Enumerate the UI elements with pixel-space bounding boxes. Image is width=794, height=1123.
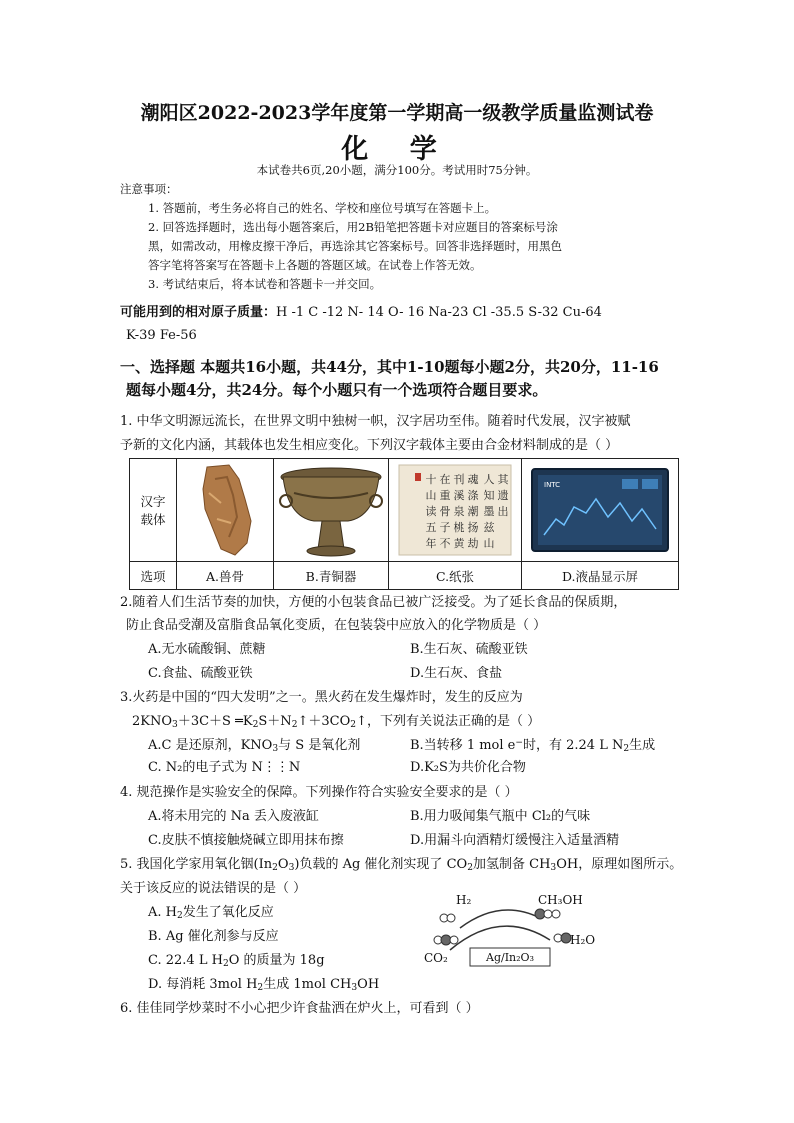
q3-option-a: A.C 是还原剂，$KNO_3$与 S 是氧化剂	[148, 738, 361, 754]
calligraphy-char: 骨	[439, 505, 451, 518]
q5-option-d: D. 每消耗 3mol $H_2$生成 1mol $CH_3OH$	[148, 977, 380, 993]
calligraphy-char: 十	[425, 473, 437, 486]
q5-stem-line-1: 5. 我国化学家用氧化铟$(In_2O_3)$负载的 Ag 催化剂实现了 $CO_2$加氢制备 $CH_3OH$，原理如图所示。	[120, 857, 683, 873]
subject-title: 化 学	[341, 134, 453, 165]
q3-option-b: B.当转移 1 mol e−时，有 2.24 L $N_2$生成	[410, 738, 656, 754]
calligraphy-char: 山	[483, 537, 495, 550]
q4-option-b: B.用力吸闻集气瓶中 Cl₂的气味	[410, 809, 591, 824]
q5-option-b: B. Ag 催化剂参与反应	[148, 929, 279, 944]
co2-label: CO₂	[424, 951, 448, 965]
q3-option-c: C. N₂的电子式为 N⋮⋮N	[148, 760, 301, 775]
exam-title: 潮阳区2022-2023学年度第一学期高一级教学质量监测试卷	[140, 102, 654, 124]
q3-equation: $2KNO_3+3C+S$ $═K_2S+N_2↑+3CO_2↑$，下列有关说法正确的是（ ）	[132, 714, 541, 730]
note-item-2-cont: 黑，如需改动，用橡皮擦干净后，再选涂其它答案标号。回答非选择题时，用黑色	[148, 239, 562, 253]
q1-stem-line-2: 予新的文化内涵，其载体也发生相应变化。下列汉字载体主要由合金材料制成的是（ ）	[120, 438, 619, 453]
calligraphy-char: 刊	[453, 473, 465, 486]
note-item-2-cont2: 答字笔将答案写在答题卡上各题的答题区域。在试卷上作答无效。	[148, 258, 482, 272]
screen-label: INTC	[544, 481, 561, 489]
q3-option-d: D.K₂S为共价化合物	[410, 760, 526, 775]
atomic-mass-values: H -1 C -12 N- 14 O- 16 Na-23 Cl -35.5 S-32 Cu-64	[276, 305, 602, 320]
image-lcd-screen	[522, 459, 679, 562]
notes-heading: 注意事项：	[120, 182, 178, 196]
q2-stem-line-1: 2.随着人们生活节奏的加快，方便的小包装食品已被广泛接受。为了延长食品的保质期，	[120, 595, 627, 610]
calligraphy-char: 劫	[467, 537, 479, 550]
calligraphy-char: 重	[439, 489, 451, 502]
calligraphy-char: 读	[425, 505, 437, 518]
calligraphy-char: 溪	[453, 489, 465, 502]
calligraphy-char: 遗	[497, 489, 509, 502]
q1-stem-line-1: 1. 中华文明源远流长，在世界文明中独树一帜，汉字居功至伟。随着时代发展，汉字被赋	[120, 414, 631, 429]
row-label-option: 选项	[130, 562, 177, 590]
calligraphy-char: 泉	[453, 505, 465, 518]
calligraphy-char: 潮	[467, 505, 479, 518]
ch3oh-label: CH₃OH	[538, 893, 583, 907]
q2-stem-line-2: 防止食品受潮及富脂食品氧化变质，在包装袋中应放入的化学物质是（ ）	[126, 618, 547, 633]
q3-stem-line-1: 3.火药是中国的“四大发明”之一。黑火药在发生爆炸时，发生的反应为	[120, 690, 523, 705]
q4-stem: 4. 规范操作是实验安全的保障。下列操作符合实验安全要求的是（ ）	[120, 785, 518, 800]
q1-table	[129, 458, 679, 590]
q2-option-a: A.无水硫酸铜、蔗糖	[148, 642, 266, 657]
h2-label: H₂	[456, 893, 472, 907]
exam-info: 本试卷共6页,20小题，满分100分。考试用时75分钟。	[256, 163, 538, 177]
q4-option-d: D.用漏斗向酒精灯缓慢注入适量酒精	[410, 833, 620, 848]
q2-option-c: C.食盐、硫酸亚铁	[148, 666, 253, 681]
calligraphy-char: 五	[425, 521, 437, 534]
calligraphy-char: 兹	[483, 521, 495, 534]
calligraphy-char: 涤	[467, 489, 479, 502]
q1-option-b: B.青铜器	[274, 562, 389, 590]
q5-stem-line-2: 关于该反应的说法错误的是（ ）	[120, 881, 307, 896]
calligraphy-char: 子	[439, 521, 451, 534]
q4-option-c: C.皮肤不慎接触烧碱立即用抹布擦	[148, 833, 344, 848]
q2-option-d: D.生石灰、食盐	[410, 666, 503, 681]
catalyst-label: Ag/In₂O₃	[486, 951, 534, 964]
q1-option-c: C.纸张	[389, 562, 522, 590]
section-heading: 一、选择题 本题共16小题，共44分，其中1-10题每小题2分，共20分，11-16	[120, 358, 659, 376]
note-item-1: 1. 答题前，考生务必将自己的姓名、学校和座位号填写在答题卡上。	[148, 201, 497, 215]
calligraphy-char: 其	[497, 473, 509, 486]
q5-option-c: C. 22.4 L $H_2O$ 的质量为 18g	[148, 953, 325, 969]
q5-reaction-diagram	[420, 888, 600, 968]
calligraphy-char: 在	[439, 473, 451, 486]
h2o-label: H₂O	[570, 933, 596, 947]
calligraphy-char: 黄	[453, 537, 465, 550]
calligraphy-char: 扬	[467, 521, 479, 534]
calligraphy-char: 墨	[483, 505, 495, 518]
q2-option-b: B.生石灰、硫酸亚铁	[410, 642, 528, 657]
image-bone	[177, 459, 274, 562]
calligraphy-char: 人	[483, 473, 495, 486]
calligraphy-char: 桃	[453, 521, 465, 534]
atomic-mass-line-1	[120, 302, 602, 324]
section-heading-cont: 题每小题4分，共24分。每个小题只有一个选项符合题目要求。	[126, 381, 548, 399]
q4-option-a: A.将未用完的 Na 丢入废液缸	[148, 809, 319, 824]
atomic-mass-line-2: K-39 Fe-56	[126, 328, 197, 343]
q1-option-d: D.液晶显示屏	[522, 562, 679, 590]
q6-stem: 6. 佳佳同学炒菜时不小心把少许食盐洒在炉火上，可看到（ ）	[120, 1001, 479, 1016]
q5-option-a: A. $H_2$发生了氧化反应	[148, 905, 274, 921]
image-calligraphy-paper	[389, 459, 522, 562]
image-bronze-vessel	[274, 459, 389, 562]
calligraphy-char: 山	[425, 489, 437, 502]
atomic-mass-label: 可能用到的相对原子质量：	[120, 305, 277, 320]
calligraphy-char: 出	[497, 505, 509, 518]
note-item-3: 3. 考试结束后，将本试卷和答题卡一并交回。	[148, 277, 382, 291]
calligraphy-char: 不	[439, 537, 451, 550]
row-label-carrier: 汉字 载体	[130, 459, 177, 562]
note-item-2: 2. 回答选择题时，选出每小题答案后，用2B铅笔把答题卡对应题目的答案标号涂	[148, 220, 558, 234]
calligraphy-char: 魂	[467, 473, 479, 486]
calligraphy-char: 年	[425, 537, 437, 550]
calligraphy-char: 知	[483, 489, 495, 502]
q1-option-a: A.兽骨	[177, 562, 274, 590]
